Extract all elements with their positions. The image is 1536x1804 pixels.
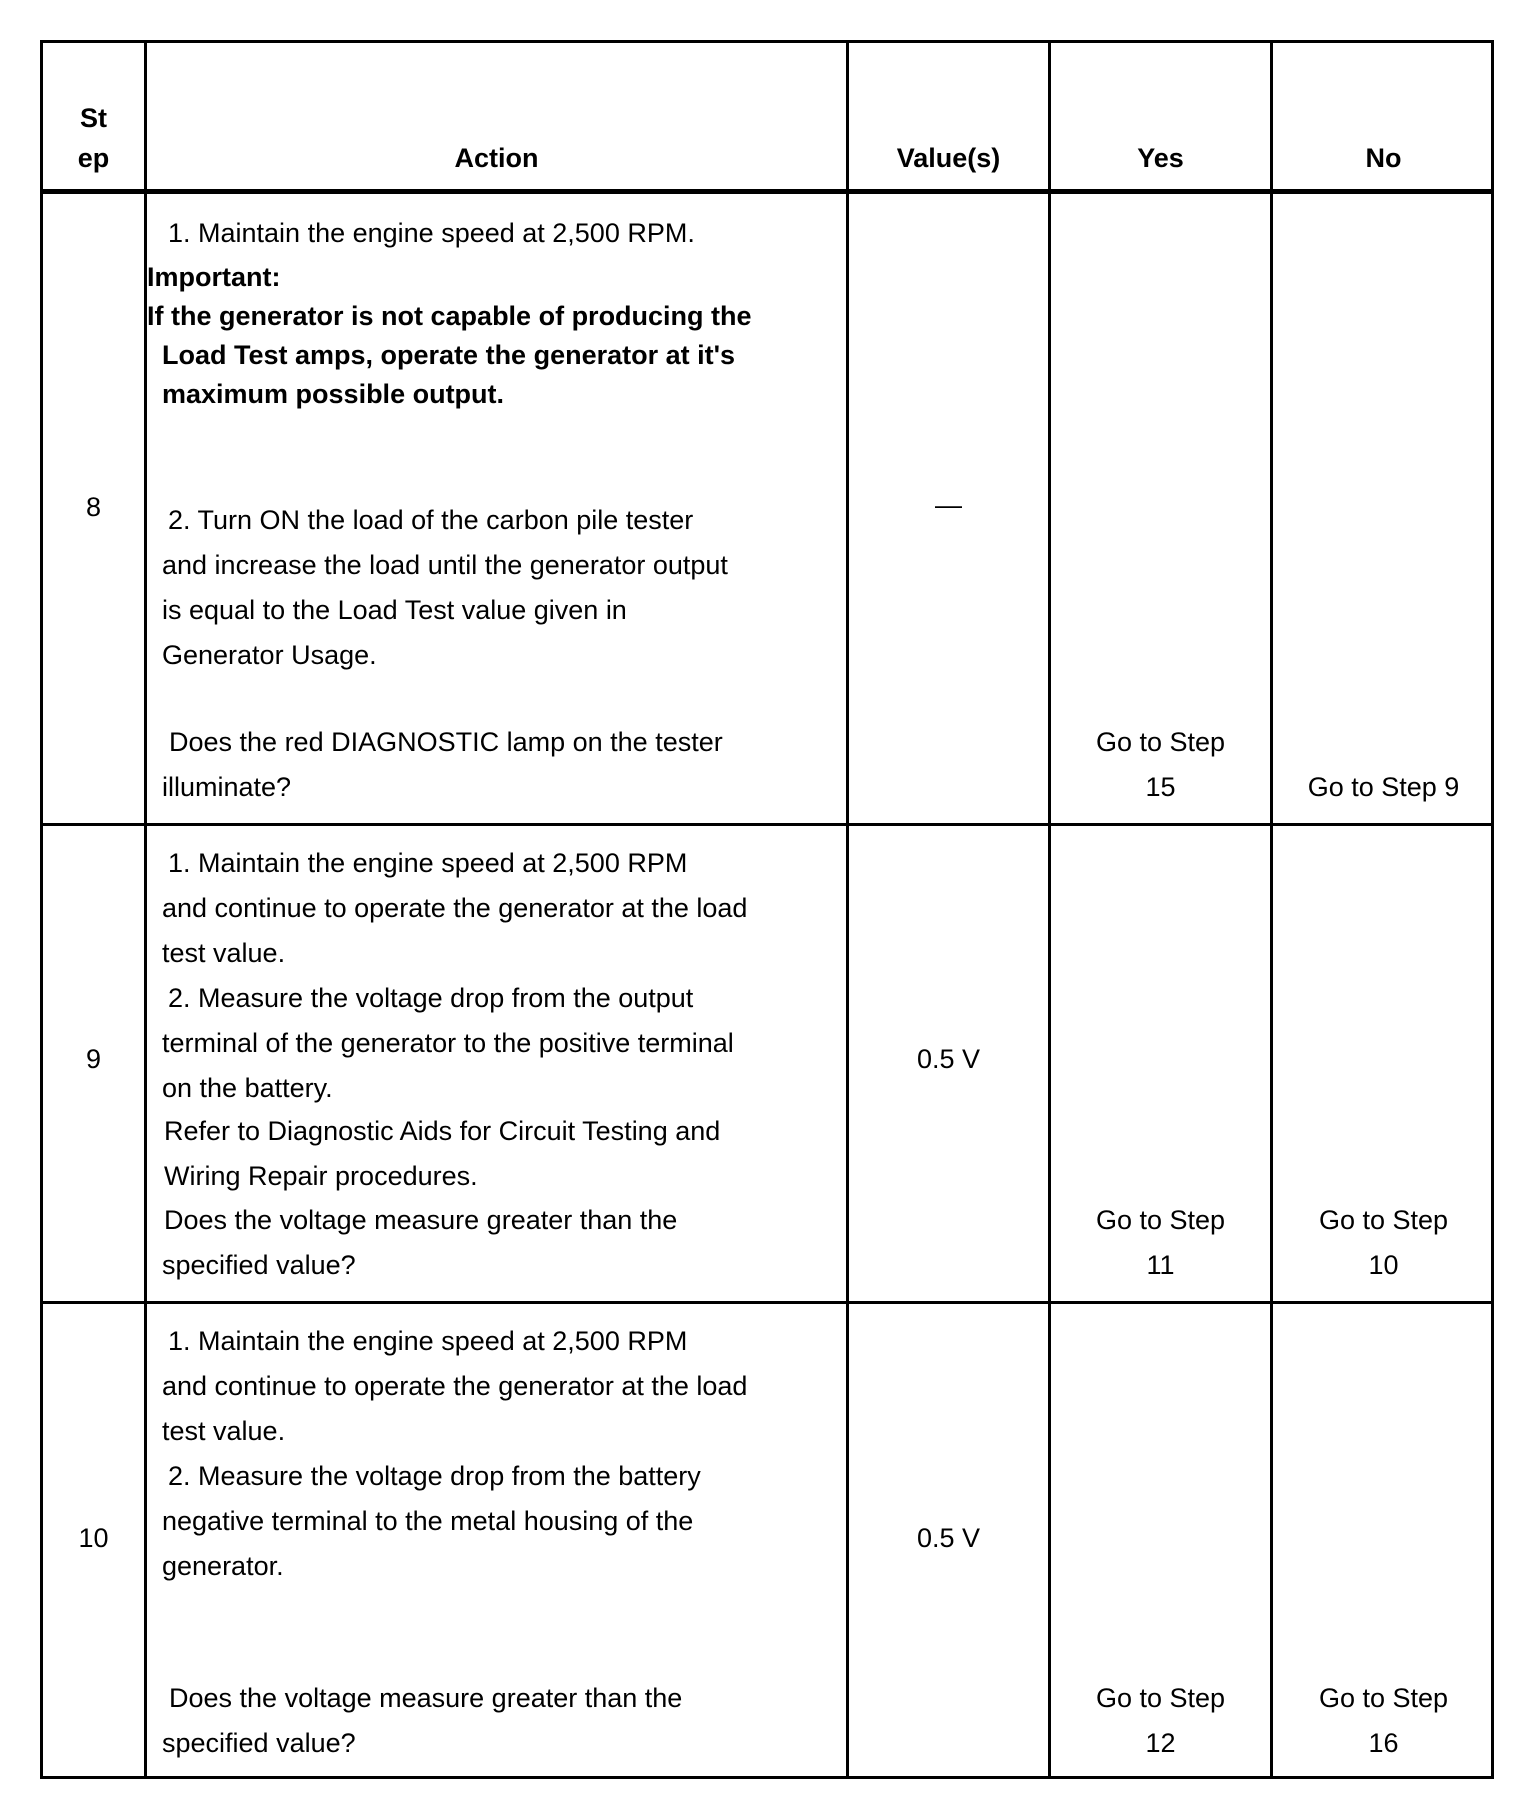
action-line: generator. [162, 1551, 284, 1581]
value-cell: — [935, 490, 962, 520]
question-line: Does the voltage measure greater than the [169, 1683, 683, 1713]
action-line: 1. Maintain the engine speed at 2,500 RPM [168, 1326, 688, 1356]
action-line: and increase the load until the generator output [162, 550, 728, 580]
header-action: Action [454, 143, 539, 173]
question-line: Does the voltage measure greater than the [164, 1205, 678, 1235]
action-line: terminal of the generator to the positive terminal [162, 1028, 734, 1058]
action-line: is equal to the Load Test value given in [162, 595, 627, 625]
step-number: 8 [85, 492, 102, 522]
important-text: Load Test amps, operate the generator at it's [162, 340, 736, 370]
no-cell: Go to Step [1318, 1683, 1449, 1713]
action-line: negative terminal to the metal housing of the [162, 1506, 694, 1536]
value-cell: 0.5 V [916, 1044, 981, 1074]
no-cell: 10 [1368, 1250, 1399, 1280]
action-line: Generator Usage. [162, 640, 377, 670]
action-line: 2. Turn ON the load of the carbon pile tester [168, 505, 694, 535]
question-line: specified value? [162, 1250, 356, 1280]
header-step-line2: ep [77, 143, 110, 173]
important-text: If the generator is not capable of producing the [147, 301, 752, 331]
action-line: 1. Maintain the engine speed at 2,500 RPM. [168, 218, 695, 248]
action-line: Refer to Diagnostic Aids for Circuit Testing and [164, 1116, 721, 1146]
step-number: 9 [85, 1044, 102, 1074]
yes-cell: 11 [1146, 1250, 1175, 1280]
yes-cell: Go to Step [1095, 1683, 1226, 1713]
action-line: test value. [162, 1416, 286, 1446]
no-cell: Go to Step 9 [1307, 772, 1460, 802]
action-line: on the battery. [162, 1073, 333, 1103]
action-line: test value. [162, 938, 286, 968]
action-line: 1. Maintain the engine speed at 2,500 RPM [168, 848, 688, 878]
no-cell: 16 [1368, 1728, 1399, 1758]
question-line: Does the red DIAGNOSTIC lamp on the tester [169, 727, 723, 757]
action-line: and continue to operate the generator at the load [162, 1371, 748, 1401]
row-divider [43, 823, 1491, 826]
no-cell: Go to Step [1318, 1205, 1449, 1235]
important-text: maximum possible output. [162, 379, 505, 409]
yes-cell: 12 [1145, 1728, 1176, 1758]
header-step [43, 98, 144, 178]
value-cell: 0.5 V [916, 1523, 981, 1553]
step-number: 10 [78, 1523, 109, 1553]
action-line: and continue to operate the generator at the load [162, 893, 748, 923]
action-line: 2. Measure the voltage drop from the battery [168, 1461, 701, 1491]
diagnostic-table [40, 40, 1494, 1779]
header-divider [43, 189, 1491, 194]
yes-cell: Go to Step [1095, 1205, 1226, 1235]
action-line: Wiring Repair procedures. [164, 1161, 478, 1191]
yes-cell: 15 [1145, 772, 1176, 802]
question-line: specified value? [162, 1728, 356, 1758]
column-divider [1048, 43, 1051, 1776]
important-label: Important: [147, 262, 281, 292]
column-divider [1270, 43, 1273, 1776]
question-line: illuminate? [162, 772, 292, 802]
action-line: 2. Measure the voltage drop from the output [168, 983, 694, 1013]
row-divider [43, 1301, 1491, 1304]
header-yes: Yes [1137, 143, 1184, 173]
header-values: Value(s) [896, 143, 1001, 173]
yes-cell: Go to Step [1095, 727, 1226, 757]
header-step-line1: St [80, 103, 107, 133]
header-no: No [1365, 143, 1402, 173]
